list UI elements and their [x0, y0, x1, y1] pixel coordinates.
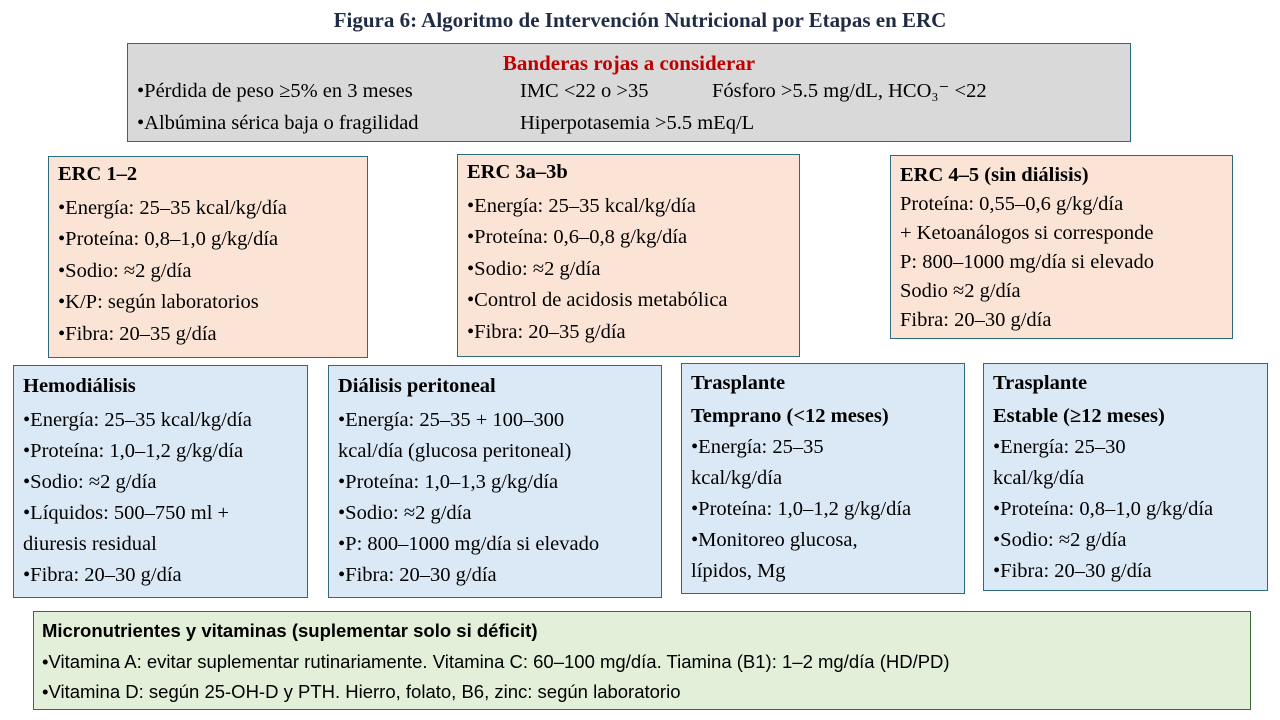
dialysis-box-transplant-stable — [983, 363, 1268, 591]
dialysis-subtitle: Estable (≥12 meses) — [993, 405, 1165, 427]
dialysis-title: Diálisis peritoneal — [338, 375, 496, 397]
dialysis-line: •Sodio: ≈2 g/día — [23, 471, 157, 493]
red-flags-title: Banderas rojas a considerar — [502, 51, 756, 75]
stage-line: •Energía: 25–35 kcal/kg/día — [467, 194, 696, 217]
stage-box-erc-4-5 — [890, 155, 1233, 339]
stage-box-erc-3a-3b — [457, 154, 800, 357]
dialysis-line: •Energía: 25–35 kcal/kg/día — [691, 436, 824, 489]
stage-line: Proteína: 0,55–0,6 g/kg/día — [900, 193, 1124, 215]
stage-line: •Energía: 25–35 kcal/kg/día — [58, 196, 287, 219]
dialysis-line: •Proteína: 1,0–1,2 g/kg/día — [691, 498, 912, 520]
stage-title: ERC 3a–3b — [467, 161, 568, 183]
dialysis-title: Hemodiálisis — [23, 375, 136, 397]
micronutrients-title: Micronutrientes y vitaminas (suplementar solo si déficit) — [42, 620, 538, 641]
micronutrients-line: •Vitamina D: según 25-OH-D y PTH. Hierro, folato, B6, zinc: según laboratorio — [42, 681, 681, 702]
dialysis-line: •Fibra: 20–30 g/día — [338, 564, 497, 586]
dialysis-title: Trasplante — [691, 372, 786, 394]
dialysis-subtitle: Temprano (<12 meses) — [691, 405, 889, 427]
red-flags-box — [127, 43, 1131, 142]
stage-title: ERC 4–5 (sin diálisis) — [900, 164, 1089, 186]
dialysis-box-transplant-early — [681, 363, 965, 594]
stage-line: + Ketoanálogos si corresponde — [900, 222, 1154, 244]
red-flag-albumin: •Albúmina sérica baja o fragilidad — [137, 112, 419, 134]
dialysis-line: •Proteína: 0,8–1,0 g/kg/día — [993, 498, 1214, 520]
dialysis-line: •Líquidos: 500–750 ml + diuresis residual — [23, 502, 230, 555]
stage-line: Sodio ≈2 g/día — [900, 280, 1021, 302]
stage-title: ERC 1–2 — [58, 163, 138, 185]
dialysis-line: •Monitoreo glucosa, lípidos, Mg — [691, 529, 858, 582]
stage-line: •Sodio: ≈2 g/día — [467, 257, 601, 280]
stage-line: •Sodio: ≈2 g/día — [58, 259, 192, 282]
stage-line: •Fibra: 20–35 g/día — [58, 322, 217, 345]
dialysis-line: •Fibra: 20–30 g/día — [993, 560, 1152, 582]
dialysis-line: •Energía: 25–35 + 100–300 kcal/día (glucosa peritoneal) — [338, 409, 572, 462]
dialysis-box-hemodialysis — [13, 365, 308, 598]
figure-title: Figura 6: Algoritmo de Intervención Nutricional por Etapas en ERC — [333, 8, 947, 32]
stage-line: •K/P: según laboratorios — [58, 291, 259, 313]
red-flag-phosphorus: Fósforo >5.5 mg/dL, HCO₃⁻ <22 — [712, 80, 987, 102]
dialysis-line: •P: 800–1000 mg/día si elevado — [338, 533, 600, 555]
dialysis-line: •Proteína: 1,0–1,2 g/kg/día — [23, 440, 244, 462]
dialysis-line: •Sodio: ≈2 g/día — [338, 502, 472, 524]
stage-box-erc-1-2 — [48, 156, 368, 358]
dialysis-line: •Fibra: 20–30 g/día — [23, 564, 182, 586]
dialysis-line: •Energía: 25–30 kcal/kg/día — [993, 436, 1126, 489]
micronutrients-line: •Vitamina A: evitar suplementar rutinariamente. Vitamina C: 60–100 mg/día. Tiamina (B1): 1–2 mg/día (HD/PD) — [42, 650, 950, 672]
red-flag-hyperkalemia: Hiperpotasemia >5.5 mEq/L — [520, 112, 755, 134]
stage-line: •Fibra: 20–35 g/día — [467, 320, 626, 343]
dialysis-line: •Sodio: ≈2 g/día — [993, 529, 1127, 551]
dialysis-line: •Proteína: 1,0–1,3 g/kg/día — [338, 471, 559, 493]
red-flag-weight-loss: •Pérdida de peso ≥5% en 3 meses — [137, 80, 413, 102]
stage-line: •Proteína: 0,6–0,8 g/kg/día — [467, 226, 688, 248]
red-flag-bmi: IMC <22 o >35 — [520, 80, 649, 102]
dialysis-box-peritoneal — [328, 365, 662, 598]
stage-line: P: 800–1000 mg/día si elevado — [900, 251, 1154, 273]
stage-line: •Control de acidosis metabólica — [467, 289, 728, 311]
stage-line: •Proteína: 0,8–1,0 g/kg/día — [58, 228, 279, 250]
dialysis-line: •Energía: 25–35 kcal/kg/día — [23, 409, 252, 431]
stage-line: Fibra: 20–30 g/día — [900, 309, 1052, 331]
dialysis-title: Trasplante — [993, 372, 1088, 394]
micronutrients-box — [33, 611, 1251, 710]
